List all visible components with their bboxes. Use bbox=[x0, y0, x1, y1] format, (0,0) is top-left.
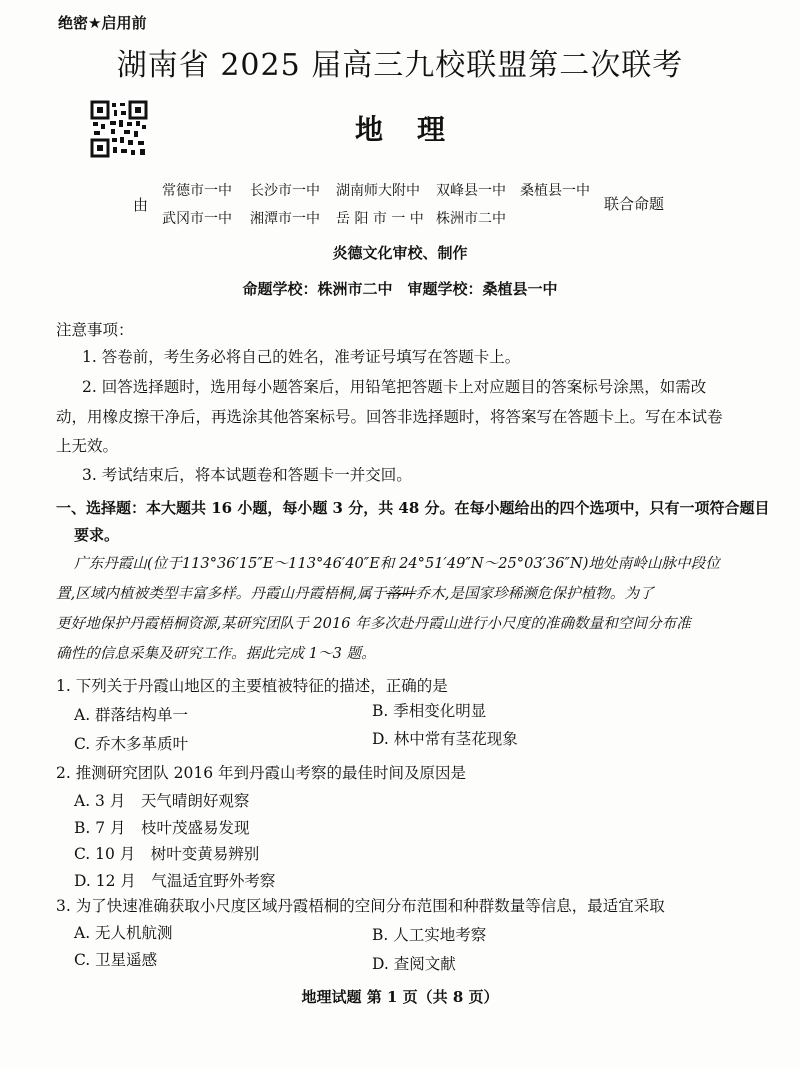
option: B. 7 月 枝叶茂盛易发现 bbox=[74, 819, 250, 837]
school-name: 双峰县一中 bbox=[436, 183, 506, 199]
school-name: 桑植县一中 bbox=[520, 183, 590, 199]
passage-text: 置,区域内植被类型丰富多样。丹霞山丹霞梧桐,属于 bbox=[56, 585, 387, 602]
school-name: 湖南师大附中 bbox=[336, 183, 420, 199]
notice-item: 1. 答卷前，考生务必将自己的姓名，准考证号填写在答题卡上。 bbox=[82, 348, 521, 366]
notice-heading: 注意事项： bbox=[56, 321, 134, 339]
school-name: 株洲市二中 bbox=[436, 211, 506, 227]
option: A. 3 月 天气晴朗好观察 bbox=[74, 792, 250, 810]
option: D. 查阅文献 bbox=[372, 955, 456, 973]
page-footer: 地理试题 第 1 页（共 8 页） bbox=[301, 988, 499, 1006]
option: B. 人工实地考察 bbox=[372, 926, 487, 944]
section-heading: 要求。 bbox=[74, 526, 120, 544]
passage-line bbox=[56, 582, 654, 603]
confidential-label: 绝密★启用前 bbox=[58, 14, 147, 32]
authors-line: 命题学校：株洲市二中 审题学校：桑植县一中 bbox=[242, 280, 558, 298]
school-name: 常德市一中 bbox=[162, 183, 232, 199]
organizer-suffix: 联合命题 bbox=[604, 195, 665, 213]
passage-line: 广东丹霞山(位于113°36′15″E～113°46′40″E和 24°51′49″N～25°03′36″N)地处南岭山脉中段位 bbox=[74, 555, 720, 572]
question-stem: 1. 下列关于丹霞山地区的主要植被特征的描述，正确的是 bbox=[56, 677, 448, 695]
option: D. 12 月 气温适宜野外考察 bbox=[74, 872, 276, 890]
passage-text: 乔木,是国家珍稀濒危保护植物。为了 bbox=[415, 585, 654, 602]
question-stem: 3. 为了快速准确获取小尺度区域丹霞梧桐的空间分布范围和种群数量等信息，最适宜采取 bbox=[56, 897, 665, 915]
exam-title: 湖南省 2025 届高三九校联盟第二次联考 bbox=[116, 48, 684, 83]
option: A. 无人机航测 bbox=[74, 924, 173, 942]
option: C. 乔木多革质叶 bbox=[74, 735, 189, 753]
struck-text: 落叶 bbox=[386, 585, 416, 602]
school-name: 武冈市一中 bbox=[162, 211, 232, 227]
subject-title: 地理 bbox=[354, 113, 479, 146]
producer-line: 炎德文化审校、制作 bbox=[332, 244, 468, 262]
school-name: 湘潭市一中 bbox=[250, 211, 320, 227]
school-name: 岳 阳 市 一 中 bbox=[336, 211, 424, 227]
school-name: 长沙市一中 bbox=[250, 183, 320, 199]
organizer-prefix: 由 bbox=[133, 196, 149, 214]
question-stem: 2. 推测研究团队 2016 年到丹霞山考察的最佳时间及原因是 bbox=[56, 764, 467, 782]
notice-item: 上无效。 bbox=[56, 437, 119, 455]
section-heading: 一、选择题：本大题共 16 小题，每小题 3 分，共 48 分。在每小题给出的四个选项中，只有一项符合题目 bbox=[56, 499, 770, 517]
option: B. 季相变化明显 bbox=[372, 702, 487, 720]
notice-item: 2. 回答选择题时，选用每小题答案后，用铅笔把答题卡上对应题目的答案标号涂黑，如需改 bbox=[82, 378, 707, 396]
notice-item: 3. 考试结束后，将本试题卷和答题卡一并交回。 bbox=[82, 466, 412, 484]
passage-line: 确性的信息采集及研究工作。据此完成 1～3 题。 bbox=[56, 645, 376, 662]
passage-line: 更好地保护丹霞梧桐资源,某研究团队于 2016 年多次赴丹霞山进行小尺度的准确数量和空间分布准 bbox=[56, 615, 691, 632]
notice-item: 动，用橡皮擦干净后，再选涂其他答案标号。回答非选择题时，将答案写在答题卡上。写在本试卷 bbox=[56, 408, 723, 426]
option: C. 10 月 树叶变黄易辨别 bbox=[74, 845, 260, 863]
option: D. 林中常有茎花现象 bbox=[372, 730, 518, 748]
option: A. 群落结构单一 bbox=[74, 706, 189, 724]
option: C. 卫星遥感 bbox=[74, 951, 158, 969]
